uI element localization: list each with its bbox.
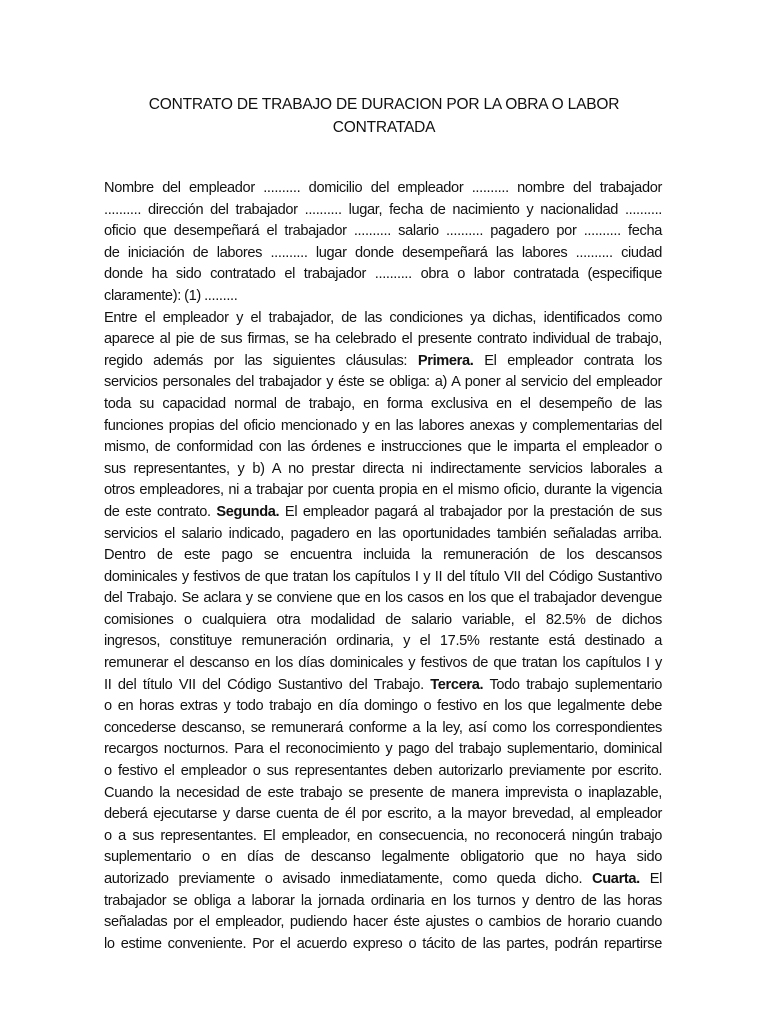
- body-line: mismo, de conformidad con las órdenes e instrucciones que le imparta el empleador o: [104, 439, 662, 456]
- intro-line: .......... dirección del trabajador .......... lugar, fecha de nacimiento y nacionalidad ..........: [104, 201, 662, 218]
- body-line: remunerar el descanso en los días dominicales y festivos de que tratan los capítulos I y: [104, 655, 662, 672]
- body-line: lo estime conveniente. Por el acuerdo expreso o tácito de las partes, podrán repartirse: [104, 935, 662, 952]
- body-line: o a sus representantes. El empleador, en consecuencia, no reconocerá ningún trabajo: [104, 827, 662, 844]
- intro-line: claramente): (1) .........: [104, 287, 238, 304]
- body-line: señaladas por el empleador, pudiendo hacer éste ajustes o cambios de horario cuando: [104, 914, 662, 931]
- body-line: Entre el empleador y el trabajador, de las condiciones ya dichas, identificados como: [104, 309, 662, 326]
- body-text-segment: regido además por las siguientes cláusulas:: [104, 352, 418, 369]
- body-line: ingresos, constituye remuneración ordinaria, y el 17.5% restante está destinado a: [104, 633, 662, 650]
- intro-line: Nombre del empleador .......... domicilio del empleador .......... nombre del trabajador: [104, 180, 662, 196]
- body-line: suplementario o en días de descanso legalmente obligatorio que no haya sido: [104, 849, 662, 866]
- body-text-segment: Todo trabajo suplementario: [483, 676, 662, 693]
- clause-heading-tercera: Tercera.: [430, 676, 484, 693]
- body-line: aparece al pie de sus firmas, se ha celebrado el presente contrato individual de trabajo,: [104, 331, 662, 348]
- document-body: [104, 178, 662, 955]
- body-text-segment: El: [639, 871, 663, 887]
- body-line: concederse descanso, se remunerará conforme a la ley, así como los correspondientes: [104, 719, 662, 736]
- intro-line: donde ha sido contratado el trabajador .......... obra o labor contratada (especifique: [104, 266, 662, 283]
- body-line: Dentro de este pago se encuentra incluida la remuneración de los descansos: [104, 547, 662, 564]
- body-line: comisiones o cualquiera otra modalidad de salario variable, el 82.5% de dichos: [104, 611, 662, 628]
- body-line: o festivo el empleador o sus representantes deben autorizarlo previamente por escrito.: [104, 763, 662, 780]
- body-line: servicios el salario indicado, pagadero en las oportunidades también señaladas arriba.: [104, 525, 662, 542]
- body-line: trabajador se obliga a laborar la jornada ordinaria en los turnos y dentro de las horas: [104, 892, 662, 909]
- body-line: dominicales y festivos de que tratan los capítulos I y II del título VII del Código Sustantivo: [104, 568, 662, 585]
- intro-line: oficio que desempeñará el trabajador .......... salario .......... pagadero por .......... fecha: [104, 223, 662, 240]
- body-line: del Trabajo. Se aclara y se conviene que en los casos en los que el trabajador devengue: [104, 590, 662, 607]
- body-line: sus representantes, y b) A no prestar directa ni indirectamente servicios laborales a: [104, 460, 662, 477]
- body-line: otros empleadores, ni a trabajar por cuenta propia en el mismo oficio, durante la vigencia: [104, 482, 662, 499]
- intro-paragraph: [104, 178, 662, 308]
- body-line: funciones propias del oficio mencionado y en las labores anexas y complementarias del: [104, 417, 662, 434]
- body-line: [104, 351, 662, 373]
- body-text-segment: autorizado previamente o avisado inmediatamente, como queda dicho.: [104, 871, 593, 887]
- body-line: toda su capacidad normal de trabajo, en forma exclusiva en el desempeño de las: [104, 395, 662, 412]
- body-text-segment: II del título VII del Código Sustantivo del Trabajo.: [104, 676, 431, 693]
- clause-heading-segunda: Segunda.: [216, 503, 280, 520]
- body-line: servicios personales del trabajador y éste se obliga: a) A poner al servicio del empleador: [104, 374, 662, 391]
- intro-line: de iniciación de labores .......... lugar donde desempeñará las labores .......... ciudad: [104, 244, 662, 261]
- body-text-segment: El empleador contrata los: [473, 352, 662, 369]
- body-line: [104, 675, 662, 697]
- clause-heading-primera: Primera.: [417, 352, 474, 369]
- title-line-1: CONTRATO DE TRABAJO DE DURACION POR LA OBRA O LABOR: [148, 96, 620, 113]
- document-title: [100, 93, 668, 139]
- title-line-2: CONTRATADA: [332, 119, 436, 136]
- body-line: Cuando la necesidad de este trabajo se presente de manera imprevista o inaplazable,: [104, 784, 662, 801]
- body-line: deberá ejecutarse y darse cuenta de él por escrito, a la mayor brevedad, al empleador: [104, 806, 662, 823]
- body-line: recargos nocturnos. Para el reconocimiento y pago del trabajo suplementario, dominical: [104, 741, 662, 758]
- body-line: [104, 869, 662, 891]
- clauses-paragraph: [104, 308, 662, 956]
- body-text-segment: El empleador pagará al trabajador por la prestación de sus: [279, 503, 662, 520]
- clause-heading-cuarta: Cuarta.: [592, 871, 640, 887]
- body-line: o en horas extras y todo trabajo en día domingo o festivo en los que legalmente debe: [104, 698, 662, 715]
- body-text-segment: de este contrato.: [104, 503, 217, 520]
- body-line: [104, 502, 662, 524]
